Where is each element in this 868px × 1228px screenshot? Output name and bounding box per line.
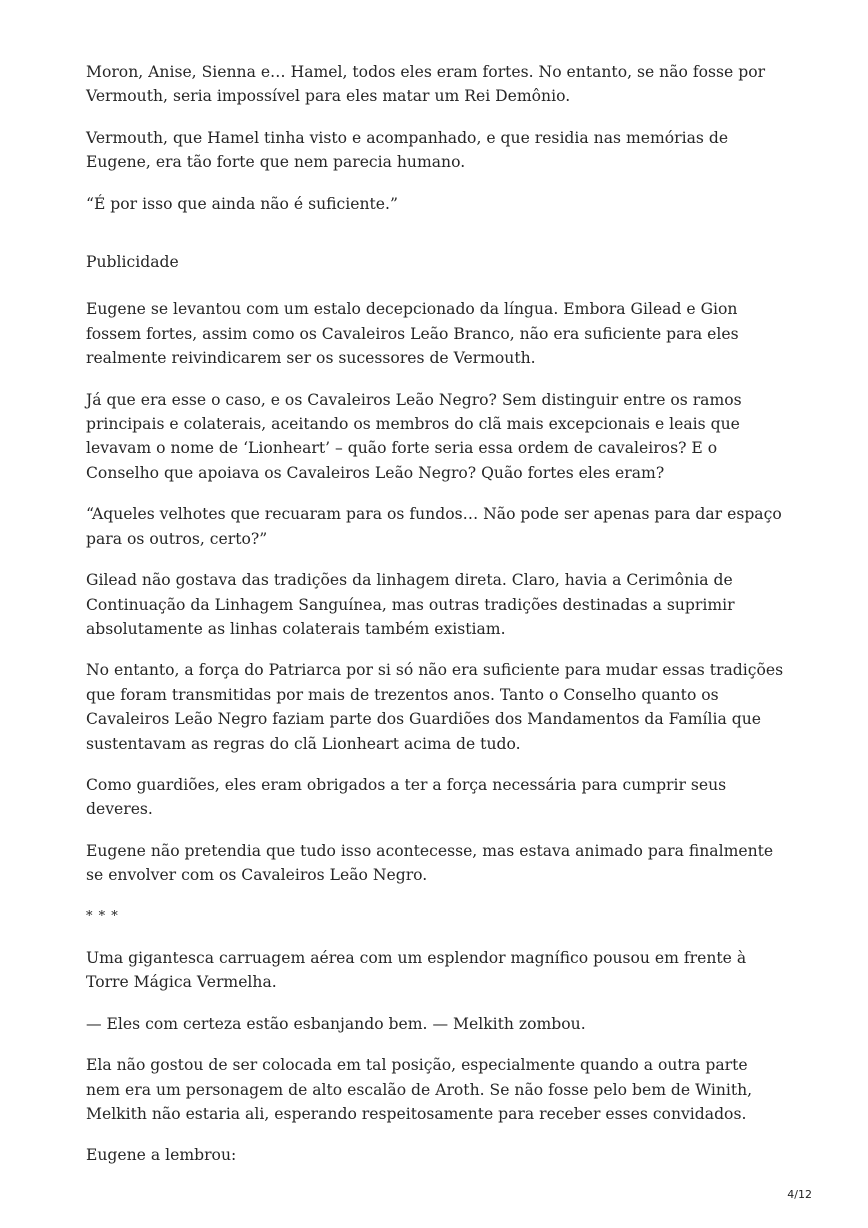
paragraph: Uma gigantesca carruagem aérea com um esplendor magnífico pousou em frente à Torre Mágica Vermelha. — [86, 948, 747, 992]
paragraph: Gilead não gostava das tradições da linhagem direta. Claro, havia a Cerimônia de Continuação da Linhagem Sanguínea, mas outras tradições destinadas a suprimir absolutamente as linhas colaterais também existiam. — [86, 571, 735, 638]
paragraph: “É por isso que ainda não é suficiente.” — [86, 194, 398, 213]
paragraph: Ela não gostou de ser colocada em tal posição, especialmente quando a outra parte nem era um personagem de alto escalão de Aroth. Se não fosse pelo bem de Winith, Melkith não estaria ali, esperando respeitosamente para receber esses convidados. — [86, 1056, 753, 1123]
paragraph: Eugene se levantou com um estalo decepcionado da língua. Embora Gilead e Gion fossem fortes, assim como os Cavaleiros Leão Branco, não era suficiente para eles realmente reivindicarem ser os sucessores de Vermouth. — [86, 300, 739, 368]
paragraph: Vermouth, que Hamel tinha visto e acompanhado, e que residia nas memórias de Eugene, era tão forte que nem parecia humano. — [86, 128, 729, 172]
paragraph: “Aqueles velhotes que recuaram para os fundos… Não pode ser apenas para dar espaço para os outros, certo?” — [86, 505, 782, 548]
paragraph: No entanto, a força do Patriarca por si só não era suficiente para mudar essas tradições que foram transmitidas por mais de trezentos anos. Tanto o Conselho quanto os Cavaleiros Leão Negro faziam parte dos Guardiões dos Mandamentos da Família que sustentavam as regras do clã Lionheart acima de tudo. — [86, 661, 784, 753]
page-number: 4/12 — [787, 1188, 812, 1201]
section-separator: * * * — [86, 908, 119, 924]
document-body — [86, 60, 786, 1185]
paragraph: Eugene a lembrou: — [86, 1146, 237, 1165]
paragraph: Já que era esse o caso, e os Cavaleiros Leão Negro? Sem distinguir entre os ramos principais e colaterais, aceitando os membros do clã mais excepcionais e leais que levavam o nome de ‘Lionheart’ – quão forte seria essa ordem de cavaleiros? E o Conselho que apoiava os Cavaleiros Leão Negro? Quão fortes eles eram? — [86, 390, 742, 482]
paragraph: Eugene não pretendia que tudo isso acontecesse, mas estava animado para finalmente se envolver com os Cavaleiros Leão Negro. — [86, 841, 774, 885]
paragraph: — Eles com certeza estão esbanjando bem. — Melkith zombou. — [86, 1014, 586, 1033]
paragraph: Como guardiões, eles eram obrigados a ter a força necessária para cumprir seus deveres. — [86, 775, 727, 819]
advertisement-label: Publicidade — [86, 253, 179, 272]
paragraph: Moron, Anise, Sienna e… Hamel, todos eles eram fortes. No entanto, se não fosse por Vermouth, seria impossível para eles matar um Rei Demônio. — [86, 63, 766, 106]
